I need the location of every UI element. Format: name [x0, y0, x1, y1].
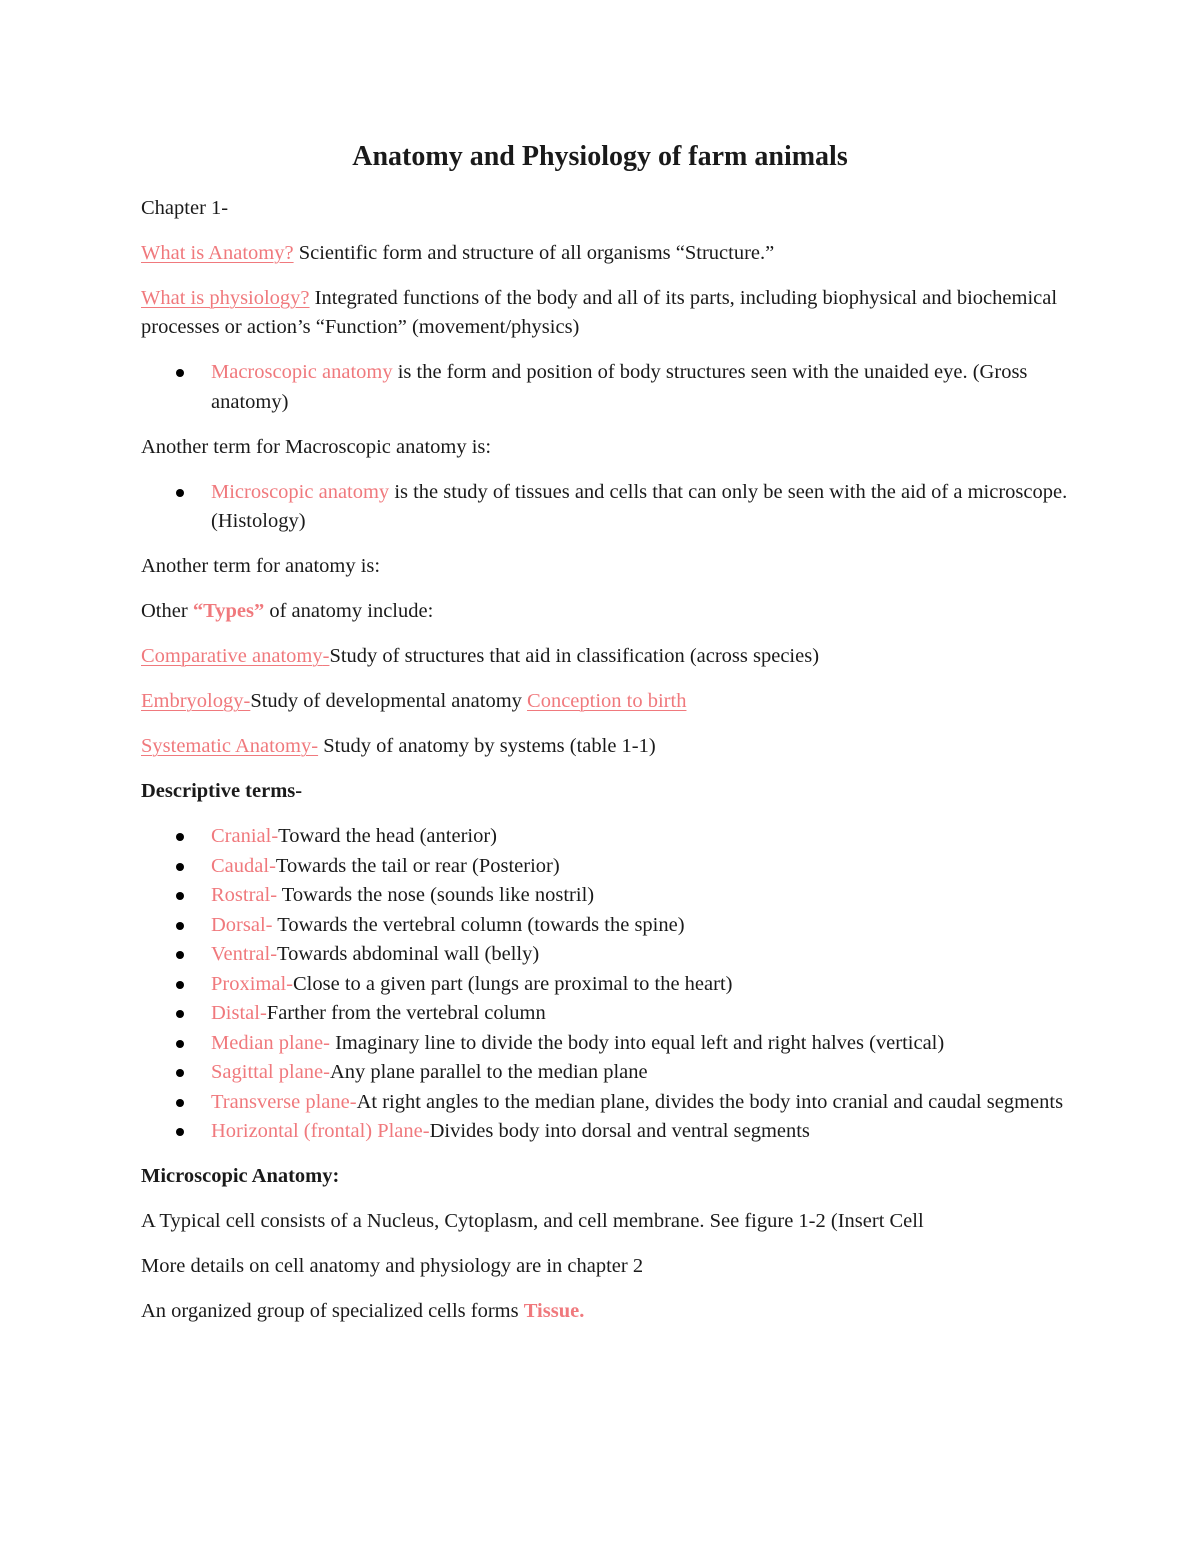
term-text: Toward the head (anterior) — [278, 825, 498, 847]
comparative-dash: - — [322, 645, 330, 667]
embryology-term: Embryology- — [141, 690, 251, 712]
bullet-icon — [176, 369, 184, 377]
physiology-definition — [141, 284, 1071, 343]
term-text: Imaginary line to divide the body into equal left and right halves (vertical) — [329, 1031, 945, 1054]
tissue-line — [141, 1297, 1071, 1327]
chapter-label: Chapter 1- — [141, 196, 229, 219]
term-text: Close to a given part (lungs are proximal to the heart) — [293, 972, 733, 995]
more-details-text: More details on cell anatomy and physiology are in chapter 2 — [141, 1255, 644, 1277]
bullet-icon — [176, 981, 184, 989]
micro-term: Microscopic anatomy — [211, 480, 390, 503]
another-anatomy-text: Another term for anatomy is: — [141, 555, 381, 577]
term-label: Horizontal (frontal) Plane- — [211, 1120, 430, 1142]
list-item — [141, 1117, 1071, 1147]
list-item — [141, 940, 1071, 970]
term-text: Towards the tail or rear (Posterior) — [275, 854, 560, 877]
document-body — [141, 140, 1071, 1342]
term-text: Divides body into dorsal and ventral segments — [429, 1120, 810, 1142]
term-text: Farther from the vertebral column — [266, 1002, 546, 1024]
term-text: Towards abdominal wall (belly) — [277, 943, 540, 965]
macro-list — [141, 358, 1071, 417]
anatomy-question: What is Anatomy? — [141, 241, 294, 264]
bullet-icon — [176, 1128, 184, 1136]
bullet-icon — [176, 922, 184, 930]
microscopic-heading: Microscopic Anatomy: — [141, 1165, 340, 1187]
bullet-icon — [176, 951, 184, 959]
list-item — [141, 478, 1071, 537]
list-item — [141, 1058, 1071, 1088]
comparative-line — [141, 642, 1071, 672]
conception-link: Conception to birth — [527, 690, 687, 712]
list-item — [141, 911, 1071, 941]
bullet-icon — [176, 1069, 184, 1077]
bullet-icon — [176, 863, 184, 871]
macro-text: is the form and position of body structures seen with the unaided eye. (Gross anatomy) — [211, 361, 1028, 413]
term-label: Dorsal- — [211, 913, 273, 936]
list-item — [141, 1029, 1071, 1059]
embryology-line — [141, 687, 1071, 717]
physiology-question: What is physiology? — [141, 286, 310, 309]
another-macro-text: Another term for Macroscopic anatomy is: — [141, 435, 492, 458]
comparative-term: Comparative anatomy — [141, 645, 323, 667]
anatomy-answer: Scientific form and structure of all organisms “Structure.” — [293, 241, 775, 264]
term-text: Towards the nose (sounds like nostril) — [277, 884, 595, 906]
term-text: Any plane parallel to the median plane — [329, 1061, 648, 1083]
term-label: Cranial- — [211, 825, 279, 847]
page-title: Anatomy and Physiology of farm animals — [352, 141, 848, 172]
comparative-text: Study of structures that aid in classification (across species) — [329, 645, 820, 667]
bullet-icon — [176, 833, 184, 841]
list-item — [141, 999, 1071, 1029]
anatomy-definition — [141, 239, 1071, 269]
tissue-term: Tissue. — [523, 1300, 585, 1322]
term-text: Towards the vertebral column (towards the spine) — [272, 913, 685, 936]
systematic-line — [141, 732, 1071, 762]
term-label: Rostral- — [211, 884, 278, 906]
term-label: Sagittal plane- — [211, 1061, 330, 1083]
bullet-icon — [176, 1099, 184, 1107]
list-item — [141, 822, 1071, 852]
term-label: Caudal- — [211, 854, 276, 877]
systematic-term: Systematic Anatomy- — [141, 735, 319, 757]
descriptive-heading: Descriptive terms- — [141, 780, 303, 802]
micro-list — [141, 478, 1071, 537]
term-label: Transverse plane- — [211, 1090, 357, 1113]
term-label: Distal- — [211, 1002, 267, 1024]
systematic-text: Study of anatomy by systems (table 1-1) — [318, 735, 656, 757]
cell-text: A Typical cell consists of a Nucleus, Cytoplasm, and cell membrane. See figure 1-2 (Insert Cell — [141, 1210, 924, 1232]
types-term: “Types” — [192, 600, 265, 622]
physiology-answer: Integrated functions of the body and all of its parts, including biophysical and biochemical processes or action’s “Function” (movement/physics) — [141, 286, 1058, 338]
bullet-icon — [176, 489, 184, 497]
list-item — [141, 1088, 1071, 1118]
other-types-post: of anatomy include: — [264, 600, 434, 622]
descriptive-terms-list — [141, 822, 1071, 1147]
term-label: Proximal- — [211, 972, 293, 995]
term-label: Median plane- — [211, 1031, 330, 1054]
macro-term: Macroscopic anatomy — [211, 361, 393, 383]
tissue-pre: An organized group of specialized cells forms — [141, 1300, 524, 1322]
bullet-icon — [176, 892, 184, 900]
list-item — [141, 881, 1071, 911]
other-types-line — [141, 597, 1071, 627]
term-text: At right angles to the median plane, divides the body into cranial and caudal segments — [356, 1090, 1064, 1113]
bullet-icon — [176, 1040, 184, 1048]
list-item — [141, 970, 1071, 1000]
micro-text: is the study of tissues and cells that can only be seen with the aid of a microscope. (Histology) — [211, 480, 1068, 532]
other-types-pre: Other — [141, 600, 193, 622]
list-item — [141, 358, 1071, 417]
list-item — [141, 852, 1071, 882]
bullet-icon — [176, 1010, 184, 1018]
term-label: Ventral- — [211, 943, 278, 965]
embryology-text: Study of developmental anatomy — [250, 690, 528, 712]
